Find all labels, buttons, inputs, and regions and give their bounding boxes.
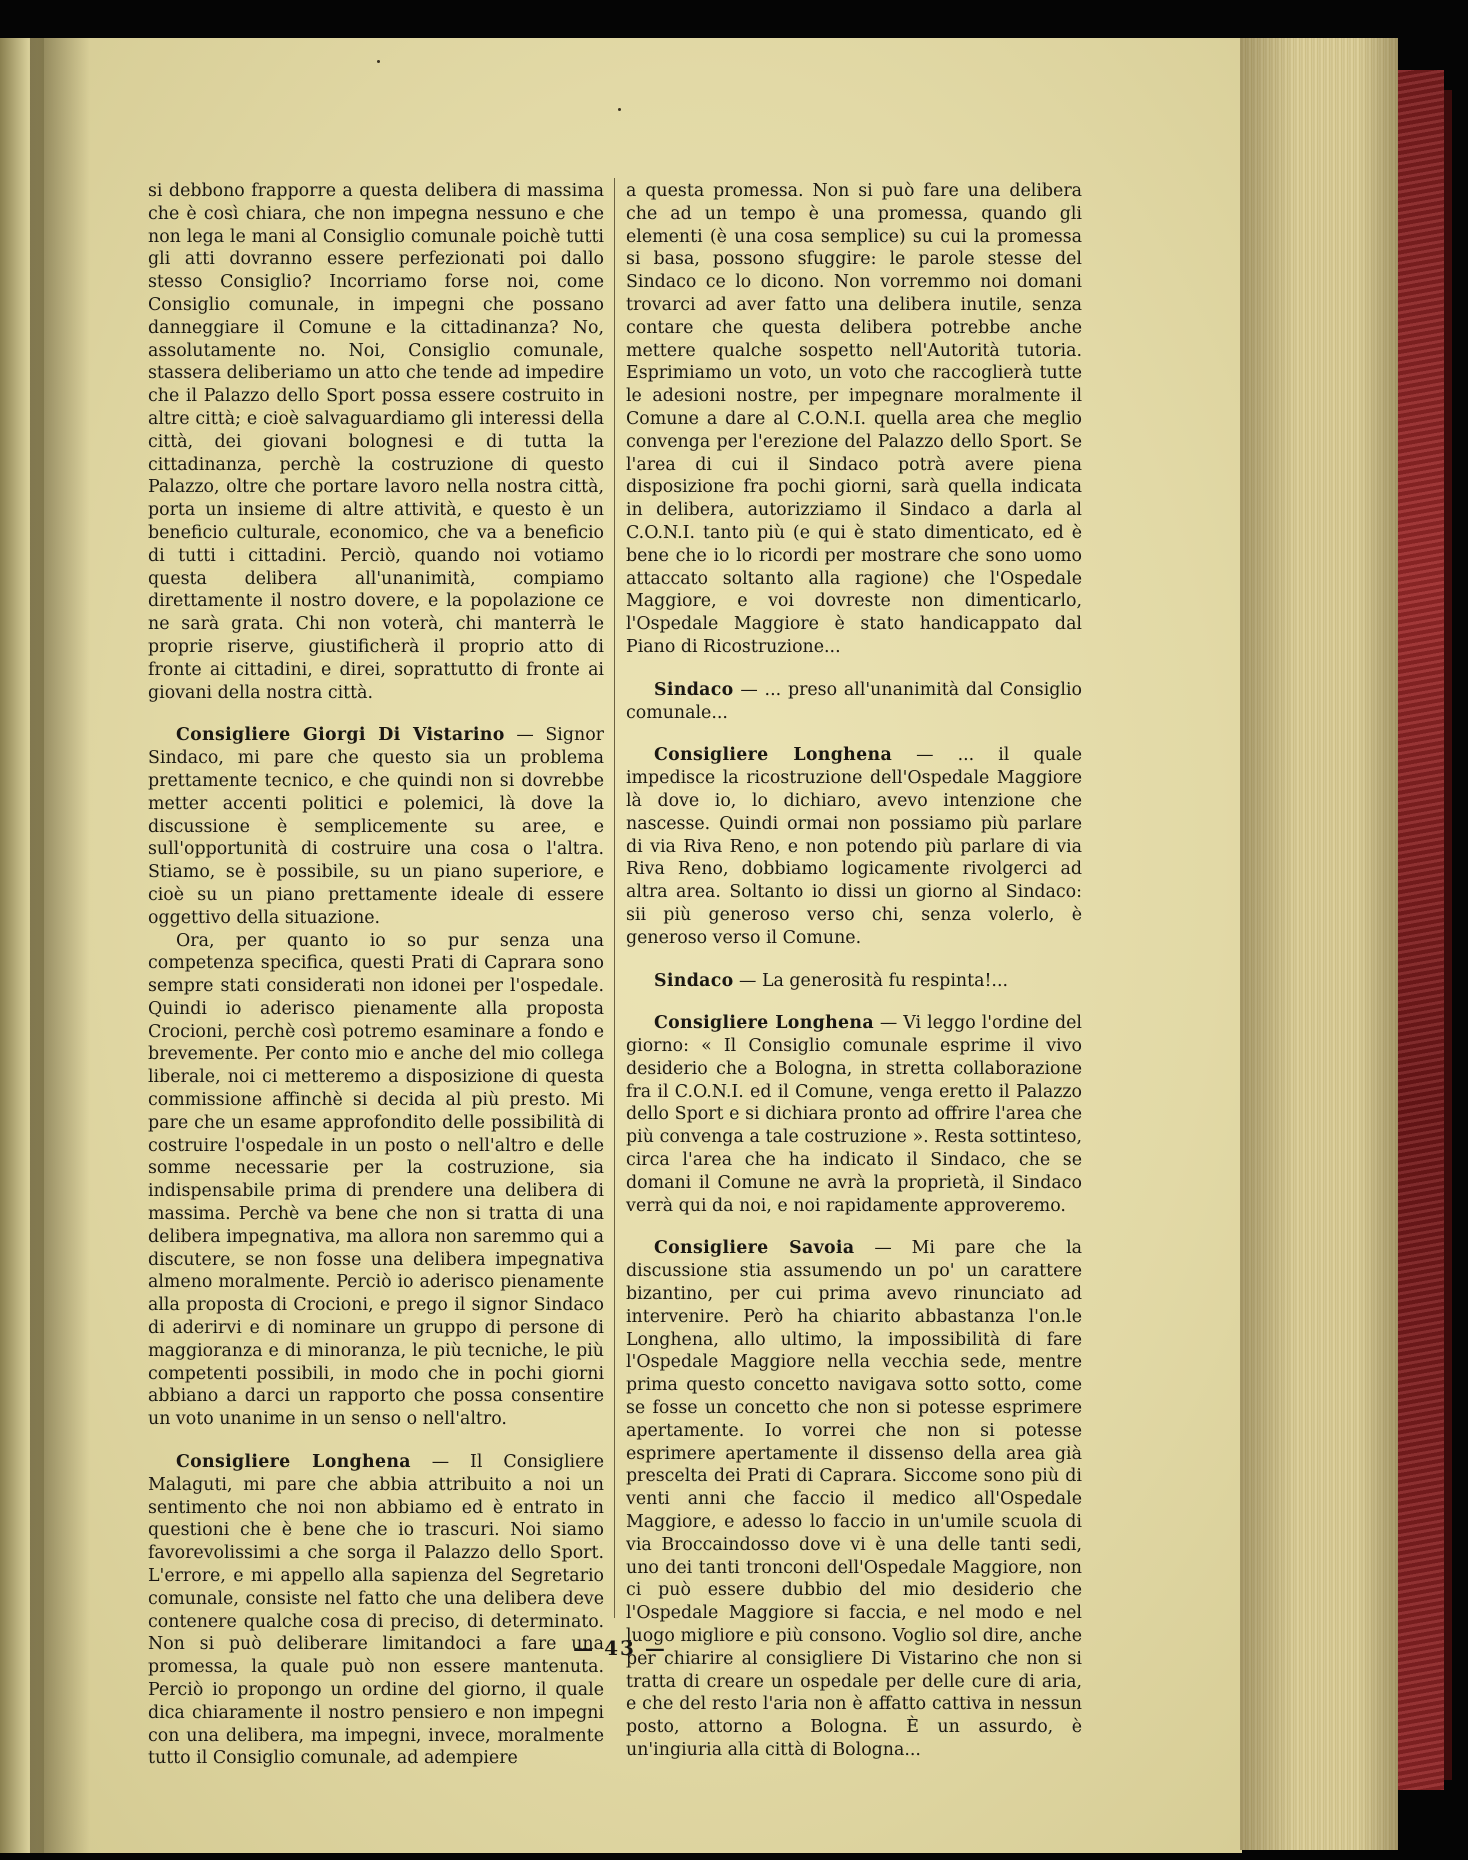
speech-longhena [148,1451,604,1770]
paragraph: a questa promessa. Non si può fare una delibera che ad un tempo è una promessa, quando gli elementi (è una cosa semplice) su cui la promessa si basa, possono sfuggire: le parole stesse del Sindaco ce lo dicono. Non vorremmo noi domani trovarci ad aver fatto una delibera inutile, senza contare che questa delibera potrebbe anche mettere qualche sospetto nell'Autorità tutoria. Esprimiamo un voto, un voto che raccoglierà tutte le adesioni nostre, per impegnare moralmente il Comune a dare al C.O.N.I. quella area che meglio convenga per l'erezione del Palazzo dello Sport. Se l'area di cui il Sindaco potrà avere piena disposizione fra pochi giorni, sarà quella indicata in delibera, autorizziamo il Sindaco a darla al C.O.N.I. tanto più (e qui è stato dimenticato, ed è bene che io lo ricordi per mostrare che sono uomo attaccato soltanto alla ragione) che l'Ospedale Maggiore, e voi dovreste non dimenticarlo, l'Ospedale Maggiore è stato handicappato dal Piano di Ricostruzione... [626,181,1082,657]
speech-sindaco [626,970,1082,993]
speaker-name: Consigliere Longhena [654,1013,874,1034]
speech-sindaco [626,679,1082,725]
right-column [626,180,1082,1762]
speech-text: — Signor Sindaco, mi pare che questo sia un problema prettamente tecnico, e che quindi non si dovrebbe metter accenti politici e polemici, là dove la discussione è semplicemente su aree, e sull'opportunità di costruire una cosa o l'altra. Stiamo, se è possibile, su un piano superiore, e cioè su un piano prettamente ideale di essere oggettivo della situazione. [148,725,604,928]
speaker-name: Consigliere Longhena [654,745,893,766]
speech-text: — La generosità fu respinta!... [733,970,1009,991]
page-block-edges [1240,38,1398,1850]
cover-edge [1444,90,1452,1780]
speaker-name: Consigliere Giorgi Di Vistarino [176,725,505,746]
paragraph: Ora, per quanto io so pur senza una competenza specifica, questi Prati di Caprara sono sempre stati considerati non idonei per l'ospedale. Quindi io aderisco pienamente alla proposta Crocioni, perchè così potremo esaminare a fondo e brevemente. Per conto mio e anche del mio collega liberale, noi ci metteremo a disposizione di questa commissione affinchè si decida al più presto. Mi pare che un esame approfondito delle possibilità di costruire l'ospedale in un posto o nell'altro e delle somme necessarie per la costruzione, sia indispensabile prima di prendere una delibera di massima. Perchè va bene che non si tratta di una delibera impegnativa, ma allora non saremmo qui a discutere, se non fosse una delibera impegnativa almeno moralmente. Perciò io aderisco pienamente alla proposta di Crocioni, e prego il signor Sindaco di aderirvi e di nominare un gruppo di persone di maggioranza e di minoranza, le più tecniche, le più competenti possibili, in modo che in pochi giorni abbiano a darci un rapporto che possa consentire un voto unanime in un senso o nell'altro. [148,930,604,1430]
speaker-name: Sindaco [654,970,734,991]
speech-savoia [626,1237,1082,1761]
speech-text: — Vi leggo l'ordine del giorno: « Il Consiglio comunale esprime il vivo desiderio che a Bologna, in stretta collaborazione fra il C.O.N.I. ed il Comune, venga eretto il Palazzo dello Sport e si dichiara pronto ad offrire l'area che più convenga a tale costruzione ». Resta sottinteso, circa l'area che ha indicato il Sindaco, che se domani il Comune ne avrà la proprietà, il Sindaco verrà qui da noi, e noi rapidamente approveremo. [626,1013,1082,1216]
paragraph: si debbono frapporre a questa delibera di massima che è così chiara, che non impegna nessuno e che non lega le mani al Consiglio comunale poichè tutti gli atti dovranno essere perfezionati poi dallo stesso Consiglio? Incorriamo forse noi, come Consiglio comunale, in impegni che possano danneggiare il Comune e la cittadinanza? No, assolutamente no. Noi, Consiglio comunale, stassera deliberiamo un atto che tende ad impedire che il Palazzo dello Sport possa essere costruito in altre città; e cioè salvaguardiamo gli interessi della città, dei giovani bolognesi e di tutta la cittadinanza, perchè la costruzione di questo Palazzo, oltre che portare lavoro nella nostra città, porta un insieme di altre attività, e questo è un beneficio culturale, economico, che va a beneficio di tutti i cittadini. Perciò, quando noi votiamo questa delibera all'unanimità, compiamo direttamente il nostro dovere, e la popolazione ce ne sarà grata. Chi non voterà, chi manterrà le proprie riserve, giustificherà il proprio atto di fronte ai cittadini, e direi, soprattutto di fronte ai giovani della nostra città. [148,181,604,703]
speaker-name: Sindaco [654,679,734,700]
speech-text: — ... preso all'unanimità dal Consiglio comunale... [626,679,1082,723]
speech-text: — ... il quale impedisce la ricostruzione dell'Ospedale Maggiore là dove io, lo dichiaro, avevo intenzione che nascesse. Quindi ormai non possiamo più parlare di via Riva Reno, e non potendo più parlare di via Riva Reno, dobbiamo logicamente rivolgerci ad altra area. Soltanto io dissi un giorno al Sindaco: sii più generoso verso chi, senza volerlo, è generoso verso il Comune. [626,745,1083,948]
page-number: — 43 — [573,1636,667,1660]
speech-text: — Mi pare che la discussione stia assumendo un po' un carattere bizantino, per cui prima avevo rinunciato ad intervenire. Però ha chiarito abbastanza l'on.le Longhena, allo ultimo, la impossibilità di fare l'Ospedale Maggiore nella vecchia sede, mentre prima questo concetto navigava sotto sotto, come se fosse un concetto che non si potesse esprimere apertamente. Io vorrei che non si potesse esprimere apertamente il dissenso della area già prescelta dei Prati di Caprara. Siccome sono più di venti anni che faccio il medico all'Ospedale Maggiore, e adesso lo faccio in un'umile scuola di via Broccaindosso dove vi è una delle tanti sedi, uno dei tanti tronconi dell'Ospedale Maggiore, non ci può essere dubbio del mio desiderio che l'Ospedale Maggiore si faccia, e nel modo e nel luogo migliore e più consono. Voglio sol dire, anche per chiarire al consigliere Di Vistarino che non si tratta di creare un ospedale per delle cure di aria, e che del resto l'aria non è affatto cattiva in nessun posto, attorno a Bologna. È un assurdo, è un'ingiuria alla città di Bologna... [626,1238,1082,1760]
speech-text: — Il Consigliere Malaguti, mi pare che abbia attribuito a noi un sentimento che noi non abbiamo ed è entrato in questioni che è bene che io trascuri. Noi siamo favorevolissimi a che sorga il Palazzo dello Sport. L'errore, e mi appello alla sapienza del Segretario comunale, consiste nel fatto che una delibera deve contenere qualche cosa di preciso, di determinato. Non si può deliberare limitandoci a fare una promessa, la quale può non essere mantenuta. Perciò io propongo un ordine del giorno, il quale dica chiaramente il nostro pensiero e non impegni con una delibera, ma impegni, invece, moralmente tutto il Consiglio comunale, ad adempiere [148,1452,605,1769]
paper-speck [377,60,380,63]
paper-speck [618,108,621,111]
speech-longhena [626,1012,1082,1217]
speech-giorgi-di-vistarino [148,724,604,929]
speech-longhena [626,744,1082,949]
gutter-shadow [30,38,90,1853]
red-book-cover [1398,70,1444,1790]
speaker-name: Consigliere Longhena [176,1452,411,1473]
column-divider [614,178,615,1618]
speaker-name: Consigliere Savoia [654,1238,855,1259]
left-column [148,180,604,1770]
